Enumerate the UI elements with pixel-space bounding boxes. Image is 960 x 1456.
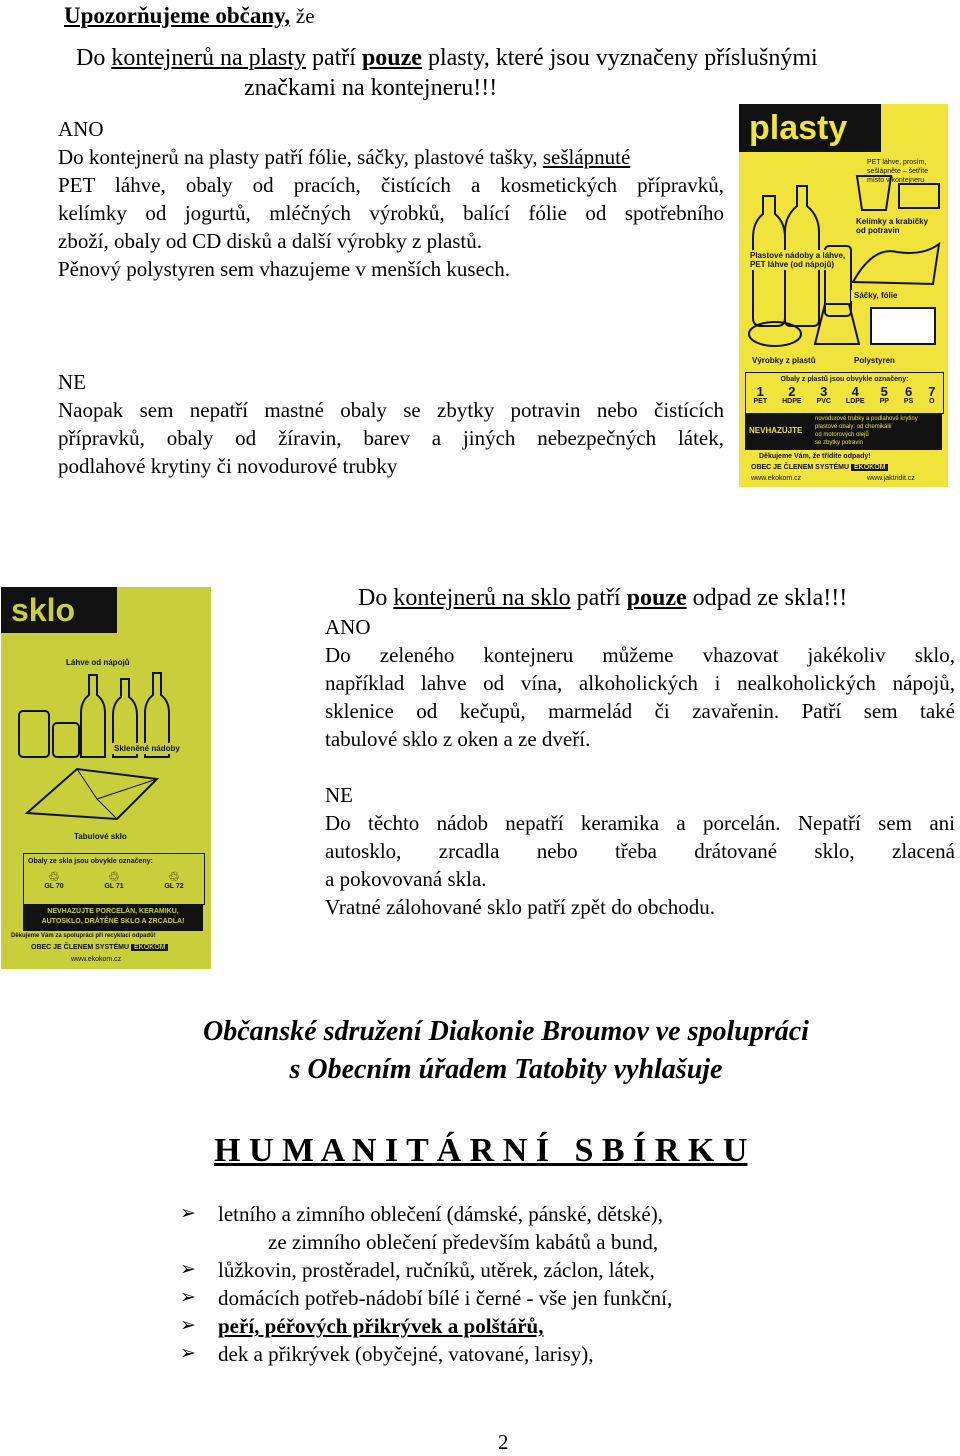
glass-ano-line-2: například lahve od vína, alkoholických i nealkoholických nápojů, <box>325 671 955 695</box>
glass-codes-title: Obaly ze skla jsou obvykle označeny: <box>28 858 153 865</box>
nevhazujte-item: od motorových olejů <box>815 432 869 438</box>
plastic-ne-heading: NE <box>58 370 86 394</box>
plastic-codes-list <box>746 385 943 405</box>
glass-label-jars: Skleněné nádoby <box>111 743 183 754</box>
glass-obec-text: OBEC JE ČLENEM SYSTÉMU <box>31 944 130 951</box>
arrow-bullet-icon: ➢ <box>180 1259 196 1280</box>
plastic-ne-line-3: podlahové krytiny či novodurové trubky <box>58 454 398 478</box>
plastic-poster-pet-note: PET láhve, prosím, sešlápněte – šetříte místo v kontejneru <box>867 159 929 184</box>
plastic-ano-heading: ANO <box>58 117 104 141</box>
announcement-line-1: Občanské sdružení Diakonie Broumov ve spolupráci <box>203 1016 809 1047</box>
ekokom-logo-icon: EKOKOM <box>131 944 169 951</box>
plastic-obec <box>751 464 888 471</box>
plastic-nevhazujte-label: NEVHAZUJTE <box>749 426 803 435</box>
plastic-url1: www.ekokom.cz <box>751 475 802 482</box>
header-title-suffix: že <box>295 4 315 28</box>
glass-ne-line-1: Do těchto nádob nepatří keramika a porcelán. Nepatří sem ani <box>325 811 955 835</box>
glass-ano-line-3: sklenice od kečupů, marmelád či zavařenin. Patří sem také <box>325 699 955 723</box>
plastic-ne-line-2: přípravků, obaly od žíravin, barev a jiných nebezpečných látek, <box>58 426 724 450</box>
plastic-intro <box>76 43 818 73</box>
plastic-intro-pouze: pouze <box>361 45 422 71</box>
glass-nevhazujte-line: AUTOSKLO, DRÁTĚNÉ SKLO A ZRCADLA! <box>41 918 185 925</box>
arrow-bullet-icon: ➢ <box>180 1343 196 1364</box>
plastic-label-bags: Sáčky, fólie <box>851 290 900 301</box>
plastic-intro-c: plasty, které jsou vyznačeny příslušnými <box>427 45 818 71</box>
plastic-ano-text-1b: sešlápnuté <box>542 145 631 169</box>
glass-intro-a: Do <box>358 585 388 611</box>
glass-intro-pouze: pouze <box>626 585 687 611</box>
plastic-label-products: Výrobky z plastů <box>749 355 819 366</box>
arrow-bullet-icon: ➢ <box>180 1287 196 1308</box>
glass-sheet-illustration <box>21 763 201 821</box>
recycle-code-icon: ♲ GL 72 <box>164 869 184 890</box>
plastic-intro-line2: značkami na kontejneru!!! <box>244 75 498 101</box>
nevhazujte-item: novodurové trubky a podlahové krytiny <box>815 416 918 422</box>
plastic-ano-line-2: PET láhve, obaly od pracích, čistících a kosmetických přípravků, <box>58 173 724 197</box>
glass-label-bottles: Láhve od nápojů <box>63 657 133 668</box>
plastic-intro-a: Do <box>76 45 106 71</box>
glass-intro-b: patří <box>576 585 621 611</box>
plastic-ano-line-5: Pěnový polystyren sem vhazujeme v menších kusech. <box>58 257 510 281</box>
glass-obec <box>31 944 168 951</box>
page-header <box>64 2 315 30</box>
collection-heading: H U M A N I T Á R N Í S B Í R K U <box>214 1132 748 1169</box>
plastic-obec-text: OBEC JE ČLENEM SYSTÉMU <box>751 464 850 471</box>
ekokom-logo-icon: EKOKOM <box>851 464 889 471</box>
plastic-products-illustration <box>745 294 941 352</box>
glass-ne-line-2: autosklo, zrcadla nebo třeba drátované sklo, zlacená <box>325 839 955 863</box>
plastic-nevhazujte-box <box>745 414 942 450</box>
plastic-label-cups: Kelímky a krabičky od potravin <box>853 216 943 236</box>
glass-ne-line-4: Vratné zálohované sklo patří zpět do obchodu. <box>325 895 716 919</box>
recycle-code-icon: 2 HDPE <box>782 384 802 405</box>
plastic-nevhazujte-items <box>815 415 939 447</box>
collection-item-1: letního a zimního oblečení (dámské, pánské, dětské), <box>218 1202 663 1226</box>
plastic-ano-line-3: kelímky od jogurtů, mléčných výrobků, balící fólie od spotřebního <box>58 201 724 225</box>
arrow-bullet-icon: ➢ <box>180 1315 196 1336</box>
plastic-ano-line-4: zboží, obaly od CD disků a další výrobky z plastů. <box>58 229 483 253</box>
glass-poster <box>1 587 211 969</box>
collection-item-2: lůžkovin, prostěradel, ručníků, utěrek, záclon, látek, <box>218 1258 655 1282</box>
glass-intro <box>358 583 847 613</box>
nevhazujte-item: plastové obaly: od chemikálií <box>815 424 892 430</box>
recycle-code-icon: 5 PP <box>879 384 889 405</box>
glass-poster-title: sklo <box>1 587 117 633</box>
glass-ano-line-1: Do zeleného kontejneru můžeme vhazovat jakékoliv sklo, <box>325 643 955 667</box>
collection-item-4: peří, péřových přikrývek a polštářů, <box>218 1314 544 1338</box>
plastic-intro-link: kontejnerů na plasty <box>111 45 306 71</box>
plastic-url2: www.jaktridit.cz <box>867 475 915 482</box>
plastic-codes-title: Obaly z plastů jsou obvykle označeny: <box>780 376 909 383</box>
collection-item-3: domácích potřeb-nádobí bílé i černé - vše jen funkční, <box>218 1286 673 1310</box>
plastic-label-bottles: Plastové nádoby a láhve, PET láhve (od nápojů) <box>747 250 849 270</box>
recycle-code-icon: 1 PET <box>753 384 768 405</box>
plastic-cups-illustration <box>851 170 945 214</box>
glass-ano-line-4: tabulové sklo z oken a ze dveří. <box>325 727 591 751</box>
header-title: Upozorňujeme občany, <box>64 3 291 28</box>
collection-item-1-sub: ze zimního oblečení především kabátů a bund, <box>268 1230 659 1254</box>
plastic-codes-panel <box>745 372 944 414</box>
glass-codes-list <box>24 870 204 890</box>
plastic-intro-b: patří <box>311 45 356 71</box>
glass-codes-panel <box>23 853 205 905</box>
plastic-bags-illustration <box>849 242 943 288</box>
glass-intro-c: odpad ze skla!!! <box>692 585 848 611</box>
recycle-code-icon: 7 O <box>928 384 936 405</box>
arrow-bullet-icon: ➢ <box>180 1203 196 1224</box>
glass-intro-link: kontejnerů na sklo <box>393 585 571 611</box>
recycle-code-icon: ♲ GL 71 <box>104 869 124 890</box>
plastic-poster-title: plasty <box>739 104 881 152</box>
glass-nevhazujte-line: NEVHAZUJTE PORCELÁN, KERAMIKU, <box>47 908 179 915</box>
announcement-line-2: s Obecním úřadem Tatobity vyhlašuje <box>289 1054 723 1085</box>
glass-ne-line-3: a pokovovaná skla. <box>325 867 487 891</box>
plastic-ano-line-1 <box>58 143 724 171</box>
recycle-code-icon: 3 PVC <box>816 384 831 405</box>
plastic-poster <box>739 104 948 487</box>
plastic-thanks: Děkujeme Vám, že třídíte odpady! <box>759 453 871 460</box>
page-number: 2 <box>498 1430 509 1454</box>
recycle-code-icon: 6 PS <box>903 384 914 405</box>
plastic-ano-text-1: Do kontejnerů na plasty patří fólie, sáčky, plastové tašky, <box>58 145 538 169</box>
glass-ano-heading: ANO <box>325 615 371 639</box>
glass-nevhazujte-box <box>23 905 203 931</box>
glass-ne-heading: NE <box>325 783 353 807</box>
glass-url: www.ekokom.cz <box>71 956 122 963</box>
plastic-label-polystyrene: Polystyren <box>851 355 898 366</box>
glass-label-sheet: Tabulové sklo <box>71 831 130 842</box>
nevhazujte-item: se zbytky potravin <box>815 440 864 446</box>
plastic-ne-line-1: Naopak sem nepatří mastné obaly se zbytky potravin nebo čistících <box>58 398 724 422</box>
recycle-code-icon: ♲ GL 70 <box>44 869 64 890</box>
glass-thanks: Děkujeme Vám za spolupráci při recyklaci odpadů! <box>11 933 156 939</box>
recycle-code-icon: 4 LDPE <box>845 384 865 405</box>
collection-item-5: dek a přikrývek (obyčejné, vatované, larisy), <box>218 1342 594 1366</box>
